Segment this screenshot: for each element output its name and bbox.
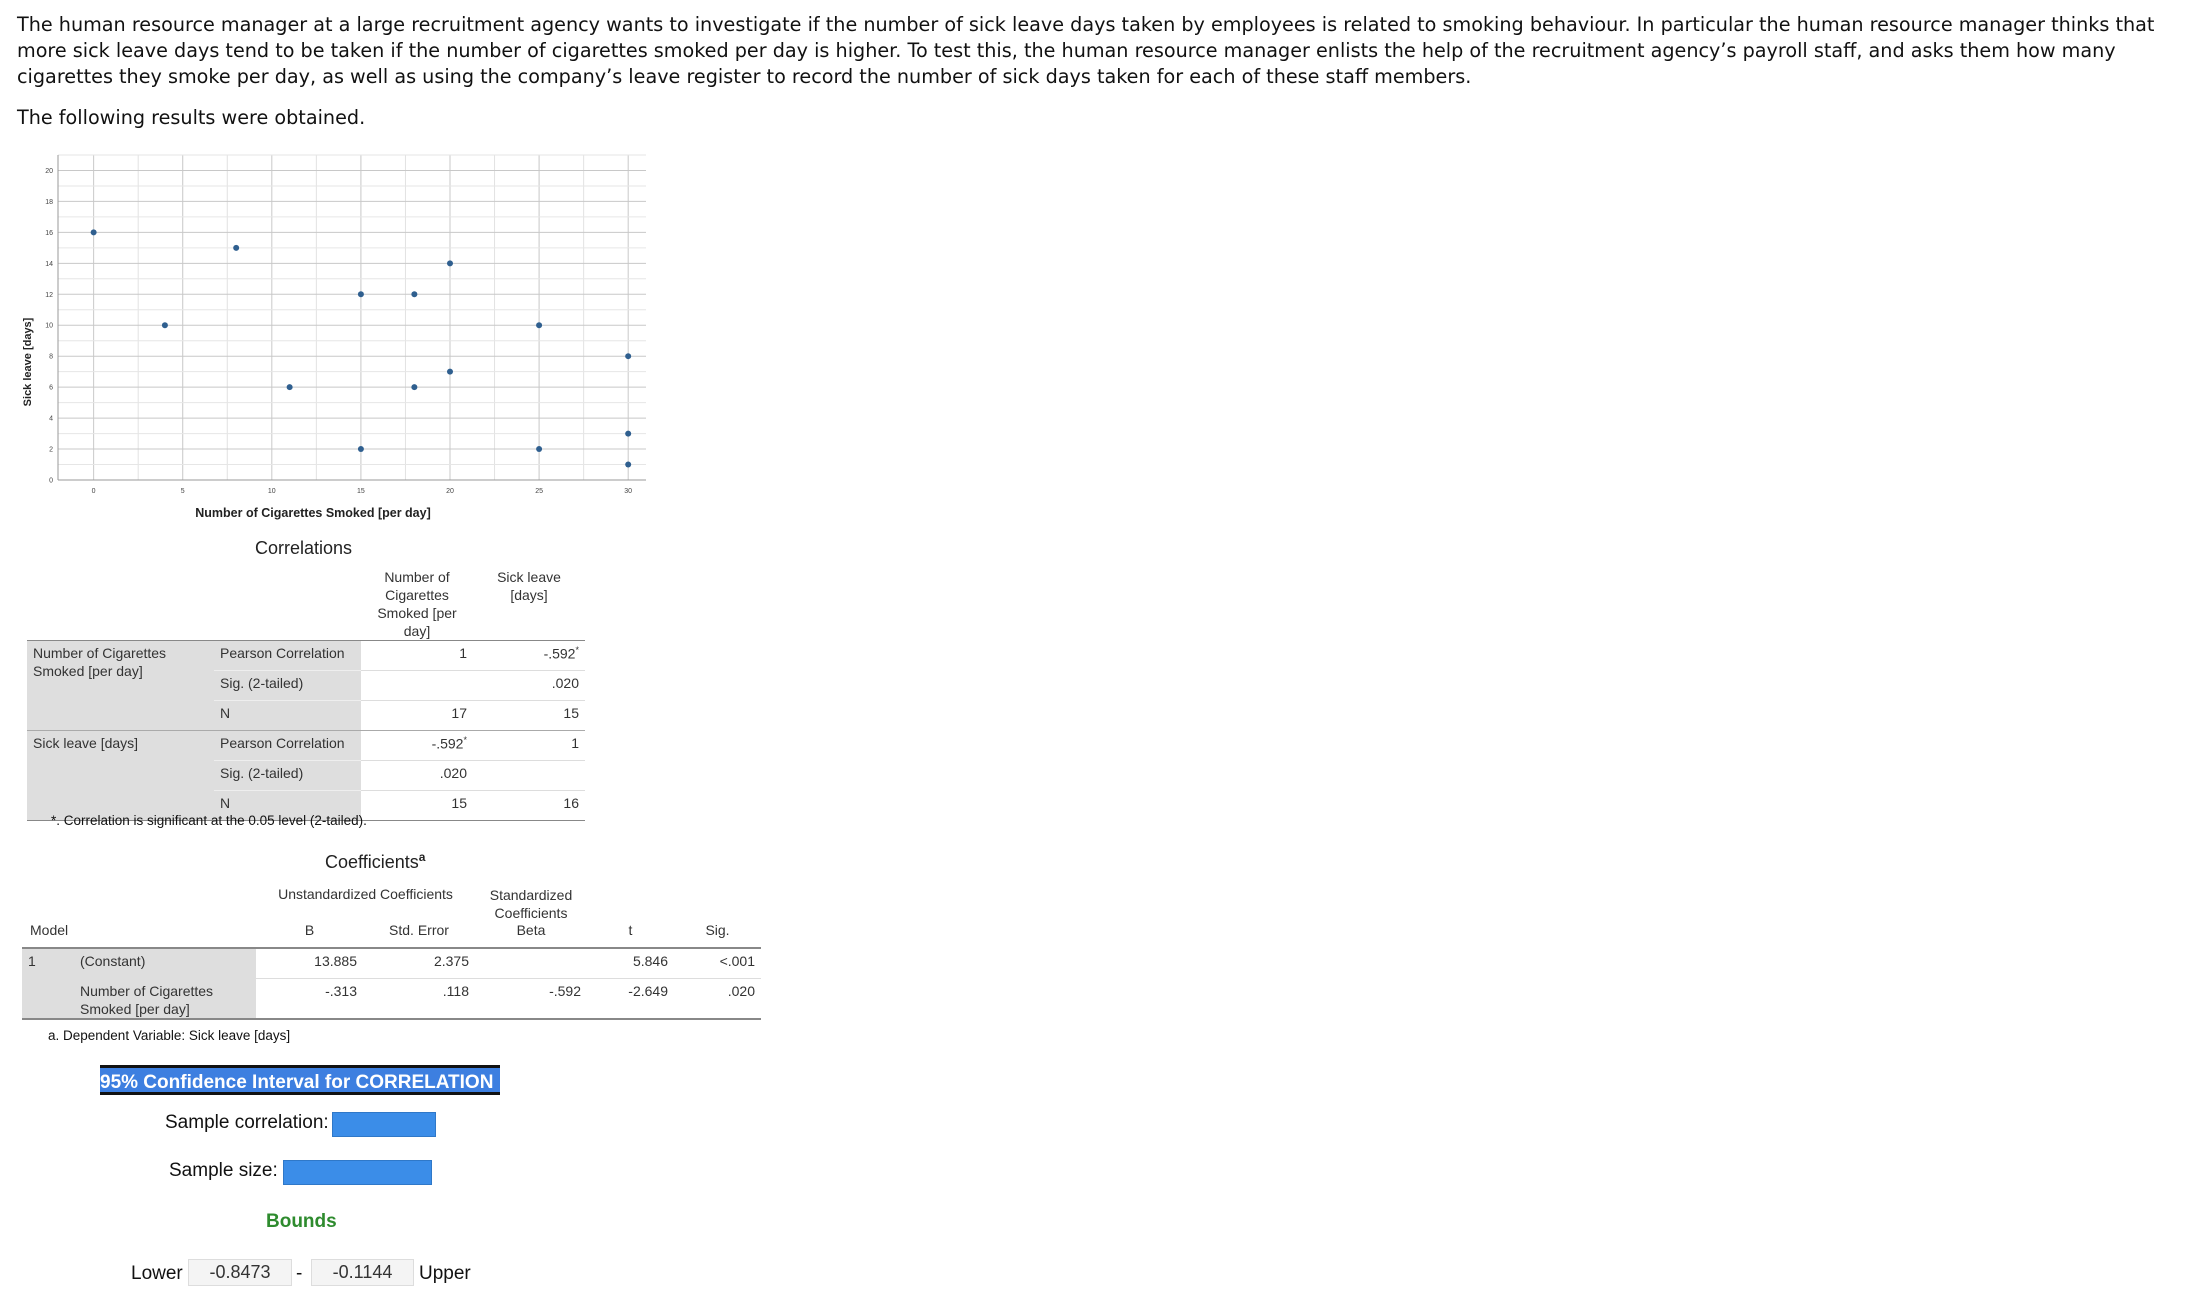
sig-cell: <.001 [674, 948, 761, 979]
coefficients-header-row-1 [22, 886, 761, 922]
lower-label: Lower [131, 1263, 183, 1284]
correlations-footnote: *. Correlation is significant at the 0.05 level (2-tailed). [51, 813, 367, 828]
sample-correlation-input[interactable] [332, 1112, 436, 1137]
coefficients-title-text: Coefficients [325, 852, 419, 872]
x-tick-label: 15 [357, 488, 365, 495]
col-std-error: Std. Error [389, 922, 449, 938]
x-tick-label: 30 [624, 488, 633, 495]
bounds-label: Bounds [266, 1211, 337, 1232]
standardized-header-line: Standardized [489, 887, 573, 903]
correlations-header-row [27, 568, 585, 641]
coefficients-footnote: a. Dependent Variable: Sick leave [days] [48, 1028, 291, 1043]
data-point [411, 291, 417, 297]
data-point [625, 353, 631, 359]
coefficients-header-row-2 [22, 922, 761, 948]
coefficients-title-sup: a [418, 850, 426, 864]
data-point [91, 229, 97, 235]
data-point [625, 462, 631, 468]
table-row [27, 731, 585, 761]
data-point [536, 322, 542, 328]
stat-label: N [214, 701, 361, 731]
coefficients-table [22, 886, 761, 1020]
col-header-cigarettes [361, 568, 473, 641]
value-cell [361, 671, 473, 701]
col-model: Model [30, 922, 69, 938]
stat-label: N [214, 791, 361, 821]
se-cell: 2.375 [363, 948, 475, 979]
y-tick-label: 0 [49, 477, 53, 485]
x-tick-label: 25 [535, 488, 543, 495]
table-row [22, 979, 761, 1019]
data-point [233, 245, 239, 251]
x-tick-label: 5 [180, 488, 185, 495]
data-point [358, 291, 364, 297]
upper-bound-field[interactable]: -0.1144 [311, 1259, 414, 1286]
y-tick-label: 12 [45, 291, 53, 299]
row-group-label-line: Smoked [per day] [33, 663, 143, 679]
value-cell: .020 [361, 761, 473, 791]
t-cell: 5.846 [587, 948, 674, 979]
value-cell: 16 [473, 791, 585, 821]
data-point [358, 446, 364, 452]
y-tick-label: 20 [45, 167, 53, 175]
standardized-header [475, 886, 587, 922]
value-cell [473, 761, 585, 791]
data-point [411, 384, 417, 390]
y-axis-label: Sick leave [days] [22, 317, 34, 407]
t-cell: -2.649 [587, 979, 674, 1019]
y-tick-label: 4 [49, 415, 53, 423]
predictor-label-line: Smoked [per day] [80, 1000, 190, 1017]
value-cell: -.592* [473, 641, 585, 671]
row-group-label-line: Sick leave [days] [33, 735, 139, 751]
data-point [162, 322, 168, 328]
lower-bound-field[interactable]: -0.8473 [188, 1259, 292, 1286]
row-group-label [27, 641, 214, 731]
col-header-line: Sick leave [497, 569, 561, 585]
row-group-label-line: Number of Cigarettes [33, 645, 167, 661]
y-tick-label: 18 [45, 198, 53, 206]
beta-cell: -.592 [475, 979, 587, 1019]
col-header-line: [days] [510, 587, 548, 603]
col-t: t [628, 922, 633, 938]
stat-label: Pearson Correlation [214, 731, 361, 761]
col-header-line: Smoked [per [377, 605, 457, 621]
value-cell: 1 [361, 641, 473, 671]
predictor-label-line: Number of Cigarettes [80, 982, 214, 999]
col-header-line: day] [403, 623, 431, 639]
row-group-label [27, 731, 214, 821]
sample-correlation-label: Sample correlation: [165, 1112, 329, 1133]
y-tick-label: 6 [49, 384, 53, 392]
value-cell: -.592* [361, 731, 473, 761]
y-tick-label: 14 [45, 260, 53, 268]
plot-grid [58, 155, 646, 480]
predictor-label-line: (Constant) [80, 953, 146, 969]
correlations-table [27, 568, 585, 821]
upper-label: Upper [419, 1263, 471, 1284]
unstandardized-header: Unstandardized Coefficients [278, 886, 453, 902]
predictor-label [74, 948, 256, 979]
col-beta: Beta [516, 922, 546, 938]
coefficients-title [325, 850, 425, 873]
ci-panel-header: 95% Confidence Interval for CORRELATION [100, 1065, 500, 1095]
b-cell: 13.885 [256, 948, 363, 979]
y-tick-label: 2 [49, 446, 53, 454]
sig-cell: .020 [674, 979, 761, 1019]
table-row [27, 641, 585, 671]
col-sig: Sig. [705, 922, 730, 938]
beta-cell [475, 948, 587, 979]
plot-axes [58, 155, 646, 480]
results-line: The following results were obtained. [17, 106, 366, 129]
value-cell: 17 [361, 701, 473, 731]
x-axis-label: Number of Cigarettes Smoked [per day] [195, 506, 431, 520]
model-number: 1 [22, 948, 74, 1019]
sample-size-input[interactable] [283, 1160, 432, 1185]
value-cell: 1 [473, 731, 585, 761]
standardized-header-line: Coefficients [494, 905, 568, 921]
x-tick-label: 0 [91, 488, 96, 495]
col-header-line: Cigarettes [385, 587, 449, 603]
data-point [625, 431, 631, 437]
stat-label: Sig. (2-tailed) [214, 761, 361, 791]
y-tick-label: 10 [45, 322, 53, 330]
data-point [287, 384, 293, 390]
correlations-title: Correlations [255, 538, 353, 558]
stat-label: Pearson Correlation [214, 641, 361, 671]
predictor-label [74, 979, 256, 1019]
y-tick-label: 8 [49, 353, 53, 361]
value-cell: 15 [473, 701, 585, 731]
col-header-line: Number of [384, 569, 450, 585]
data-point [536, 446, 542, 452]
y-tick-label: 16 [45, 229, 53, 237]
value-cell: .020 [473, 671, 585, 701]
b-cell: -.313 [256, 979, 363, 1019]
scatter-plot [18, 150, 658, 530]
data-point [447, 260, 453, 266]
sample-size-label: Sample size: [169, 1160, 278, 1181]
col-b: B [304, 922, 315, 938]
intro-paragraph: The human resource manager at a large recruitment agency wants to investigate if the number of sick leave days taken by employees is related to smoking behaviour. In particular the human resource manager thinks that more sick leave days tend to be taken if the number of cigarettes smoked per day is higher. To test this, the human resource manager enlists the help of the recruitment agency’s payroll staff, and asks them how many cigarettes they smoke per day, as well as using the company’s leave register to record the number of sick days taken for each of these staff members. [17, 13, 2155, 88]
table-row [22, 948, 761, 979]
x-tick-label: 20 [446, 488, 454, 495]
bounds-separator: - [296, 1263, 303, 1284]
se-cell: .118 [363, 979, 475, 1019]
stat-label: Sig. (2-tailed) [214, 671, 361, 701]
col-header-sick-leave [473, 568, 585, 641]
data-point [447, 369, 453, 375]
x-tick-label: 10 [267, 488, 276, 495]
value-cell: 15 [361, 791, 473, 821]
